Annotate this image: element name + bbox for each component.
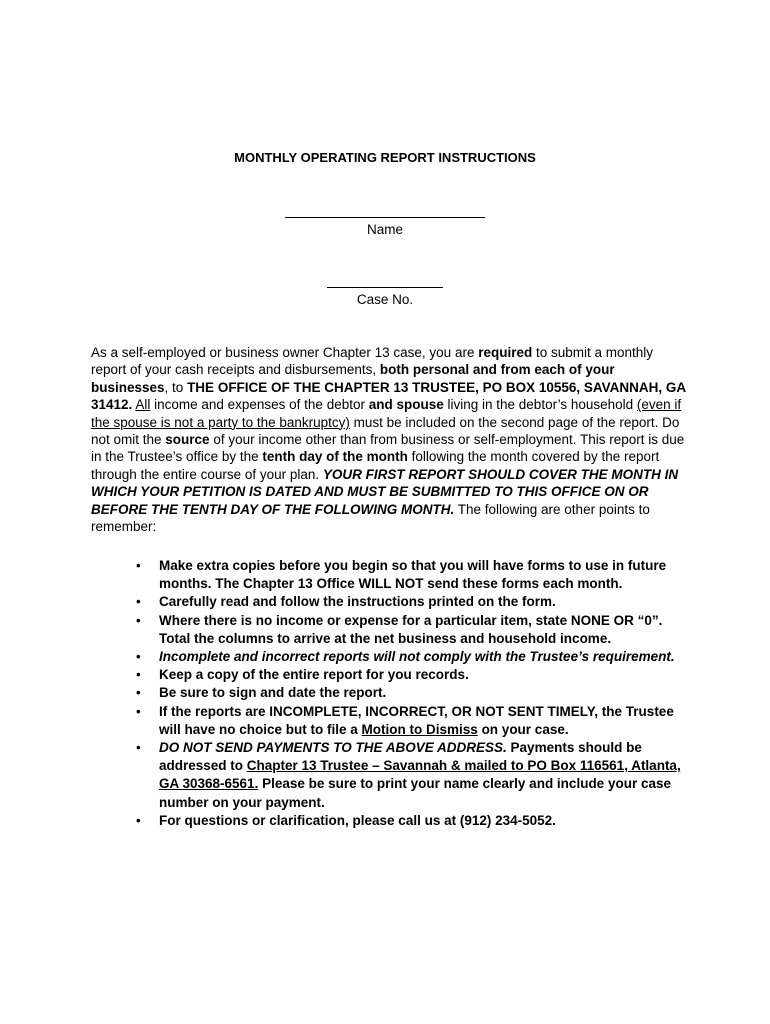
list-item	[136, 812, 696, 830]
para-first-report-notice: YOUR FIRST REPORT SHOULD COVER THE MONTH IN WHICH YOUR PETITION IS DATED AND MUST BE SUBMITTED TO THIS OFFICE ON OR BEFORE THE TENTH DAY OF THE FOLLOWING MONTH.	[91, 466, 679, 517]
bullet-icon: •	[136, 812, 141, 828]
para-all: All	[135, 397, 151, 413]
para-text: must be included on the second page of the report. Do not omit the	[91, 414, 680, 448]
para-text: , to	[164, 379, 188, 395]
bullet-icon: •	[136, 740, 141, 756]
para-trustee-address: THE OFFICE OF THE CHAPTER 13 TRUSTEE, PO BOX 10556, SAVANNAH, GA 31412.	[91, 379, 686, 413]
para-required: required	[478, 345, 533, 360]
para-source: source	[165, 432, 210, 448]
bullet-icon: •	[136, 558, 141, 573]
list-item-text: Incomplete and incorrect reports will not comply with the Trustee’s requirement.	[159, 649, 675, 665]
para-text: The following are other points to remember:	[91, 501, 650, 535]
list-item	[136, 684, 696, 702]
no-payments-notice: DO NOT SEND PAYMENTS TO THE ABOVE ADDRESS.	[159, 740, 507, 756]
name-blank-line	[285, 216, 485, 218]
case-number-label: Case No.	[356, 292, 414, 307]
list-item	[136, 612, 696, 648]
list-item-text: on your case.	[477, 721, 569, 737]
para-text: of your income other than from business or self-employment. This report is due in the Trustee’s office by the	[91, 432, 685, 465]
bullet-icon: •	[136, 594, 141, 610]
list-item-text: Please be sure to print your name clearly and include your case number on your payment.	[159, 776, 671, 810]
bullet-icon: •	[136, 703, 141, 719]
para-tenth-day: tenth day of the month	[262, 449, 408, 465]
instructions-paragraph	[91, 344, 691, 535]
list-item-text: Where there is no income or expense for a particular item, state NONE OR “0”. Total the columns to arrive at the net business and household income.	[159, 612, 663, 646]
reminder-list	[136, 557, 696, 830]
list-item	[136, 666, 696, 684]
list-item-text: Carefully read and follow the instructions printed on the form.	[159, 594, 556, 610]
para-text: As a self-employed or business owner Chapter 13 case, you are	[91, 345, 479, 360]
name-label: Name	[366, 222, 403, 237]
list-item	[136, 739, 696, 812]
case-number-blank-line	[327, 286, 443, 288]
para-personal-business: both personal and from each of your businesses	[91, 362, 615, 395]
para-text: to submit a monthly report of your cash receipts and disbursements,	[91, 345, 654, 378]
document-title: MONTHLY OPERATING REPORT INSTRUCTIONS	[234, 150, 536, 165]
para-text: income and expenses of the debtor	[150, 397, 369, 413]
list-item-text: For questions or clarification, please call us at (912) 234-5052.	[159, 812, 556, 828]
bullet-icon: •	[136, 685, 141, 701]
case-number-field	[0, 286, 770, 307]
list-item	[136, 557, 696, 593]
para-and-spouse: and spouse	[368, 397, 444, 413]
para-text: following the month covered by the report through the entire course of your plan.	[91, 449, 660, 482]
motion-to-dismiss-text: Motion to Dismiss	[361, 721, 478, 737]
bullet-icon: •	[136, 649, 141, 665]
list-item-text: Be sure to sign and date the report.	[159, 685, 387, 701]
list-item	[136, 703, 696, 739]
para-spouse-note: (even if the spouse is not a party to the bankruptcy)	[91, 397, 682, 430]
bullet-icon: •	[136, 667, 141, 683]
para-text: living in the debtor’s household	[443, 397, 637, 413]
list-item-text: Make extra copies before you begin so that you will have forms to use in future months. The Chapter 13 Office WILL NOT send these forms each month.	[159, 558, 667, 592]
list-item	[136, 648, 696, 666]
list-item-text: Keep a copy of the entire report for you records.	[159, 667, 469, 683]
list-item-text: Payments should be addressed to	[159, 740, 642, 774]
payment-address: Chapter 13 Trustee – Savannah & mailed to PO Box 116561, Atlanta, GA 30368-6561.	[159, 758, 681, 792]
name-field	[0, 216, 770, 237]
list-item-text: If the reports are INCOMPLETE, INCORRECT, OR NOT SENT TIMELY, the Trustee will have no choice but to file a	[159, 703, 674, 737]
list-item	[136, 593, 696, 611]
bullet-icon: •	[136, 612, 141, 628]
